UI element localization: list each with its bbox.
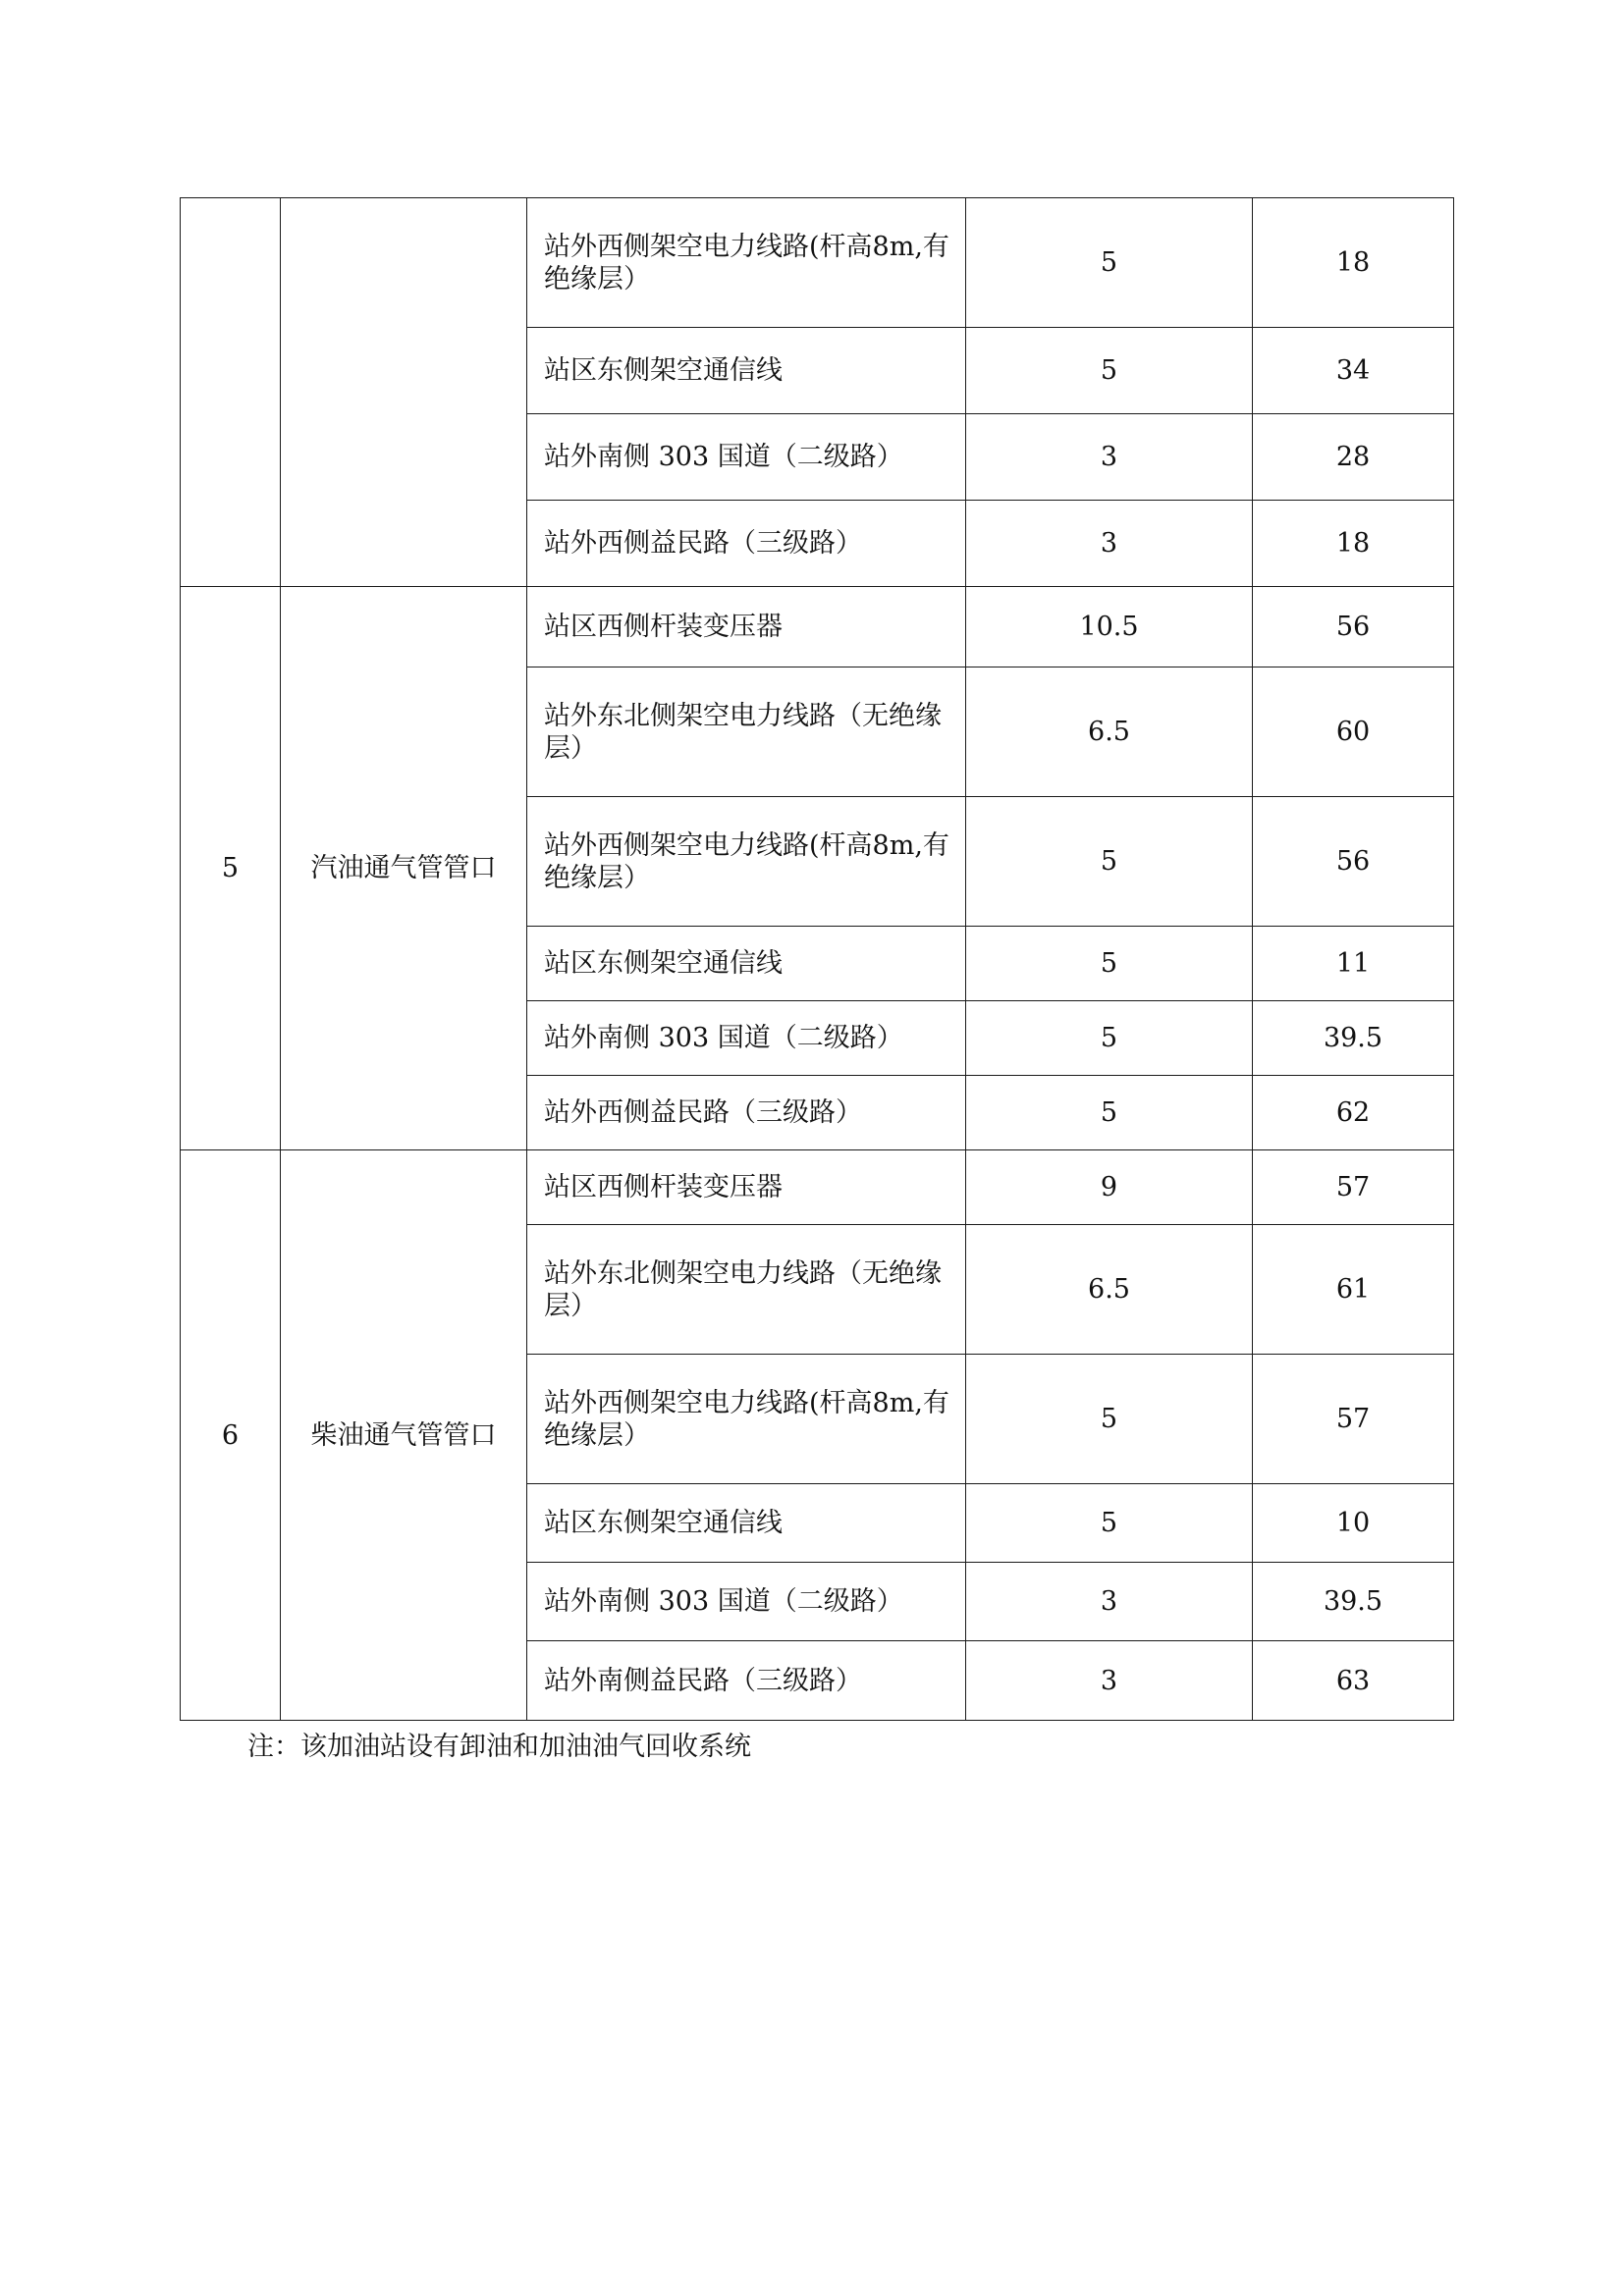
standard-distance-cell: 5 xyxy=(966,797,1253,927)
group-name-cell: 柴油通气管管口 xyxy=(281,1150,527,1721)
actual-distance-cell: 60 xyxy=(1253,667,1454,797)
group-name-cell xyxy=(281,198,527,587)
actual-distance-cell: 57 xyxy=(1253,1150,1454,1225)
object-cell: 站外东北侧架空电力线路（无绝缘层） xyxy=(527,1225,966,1355)
table-body xyxy=(181,198,1454,1721)
object-cell: 站外南侧 303 国道（二级路） xyxy=(527,1001,966,1076)
actual-distance-cell: 62 xyxy=(1253,1076,1454,1150)
standard-distance-cell: 3 xyxy=(966,414,1253,501)
actual-distance-cell: 56 xyxy=(1253,797,1454,927)
object-cell: 站外西侧益民路（三级路） xyxy=(527,501,966,587)
standard-distance-cell: 5 xyxy=(966,1355,1253,1484)
standard-distance-cell: 5 xyxy=(966,1484,1253,1563)
actual-distance-cell: 10 xyxy=(1253,1484,1454,1563)
object-cell: 站外西侧益民路（三级路） xyxy=(527,1076,966,1150)
actual-distance-cell: 18 xyxy=(1253,501,1454,587)
group-name-cell: 汽油通气管管口 xyxy=(281,587,527,1150)
standard-distance-cell: 5 xyxy=(966,1001,1253,1076)
object-cell: 站区东侧架空通信线 xyxy=(527,1484,966,1563)
standard-distance-cell: 9 xyxy=(966,1150,1253,1225)
table-note: 注：该加油站设有卸油和加油油气回收系统 xyxy=(247,1732,751,1762)
standard-distance-cell: 5 xyxy=(966,1076,1253,1150)
object-cell: 站外南侧 303 国道（二级路） xyxy=(527,414,966,501)
actual-distance-cell: 56 xyxy=(1253,587,1454,667)
object-cell: 站外西侧架空电力线路(杆高8m,有绝缘层） xyxy=(527,797,966,927)
actual-distance-cell: 61 xyxy=(1253,1225,1454,1355)
object-cell: 站外南侧益民路（三级路） xyxy=(527,1641,966,1721)
actual-distance-cell: 34 xyxy=(1253,328,1454,414)
group-index-cell: 5 xyxy=(181,587,281,1150)
standard-distance-cell: 5 xyxy=(966,328,1253,414)
actual-distance-cell: 39.5 xyxy=(1253,1001,1454,1076)
object-cell: 站区东侧架空通信线 xyxy=(527,927,966,1001)
actual-distance-cell: 18 xyxy=(1253,198,1454,328)
actual-distance-cell: 39.5 xyxy=(1253,1563,1454,1641)
standard-distance-cell: 6.5 xyxy=(966,667,1253,797)
actual-distance-cell: 28 xyxy=(1253,414,1454,501)
object-cell: 站外西侧架空电力线路(杆高8m,有绝缘层） xyxy=(527,1355,966,1484)
group-index-cell: 6 xyxy=(181,1150,281,1721)
object-cell: 站区西侧杆装变压器 xyxy=(527,587,966,667)
object-cell: 站区东侧架空通信线 xyxy=(527,328,966,414)
standard-distance-cell: 10.5 xyxy=(966,587,1253,667)
actual-distance-cell: 63 xyxy=(1253,1641,1454,1721)
table-row xyxy=(181,587,1454,667)
group-index-cell xyxy=(181,198,281,587)
standard-distance-cell: 5 xyxy=(966,927,1253,1001)
standard-distance-cell: 3 xyxy=(966,501,1253,587)
actual-distance-cell: 57 xyxy=(1253,1355,1454,1484)
standard-distance-cell: 3 xyxy=(966,1563,1253,1641)
object-cell: 站区西侧杆装变压器 xyxy=(527,1150,966,1225)
object-cell: 站外南侧 303 国道（二级路） xyxy=(527,1563,966,1641)
table-row xyxy=(181,1150,1454,1225)
distance-table xyxy=(180,197,1454,1721)
actual-distance-cell: 11 xyxy=(1253,927,1454,1001)
standard-distance-cell: 3 xyxy=(966,1641,1253,1721)
table-row xyxy=(181,198,1454,328)
standard-distance-cell: 5 xyxy=(966,198,1253,328)
object-cell: 站外西侧架空电力线路(杆高8m,有绝缘层） xyxy=(527,198,966,328)
standard-distance-cell: 6.5 xyxy=(966,1225,1253,1355)
object-cell: 站外东北侧架空电力线路（无绝缘层） xyxy=(527,667,966,797)
